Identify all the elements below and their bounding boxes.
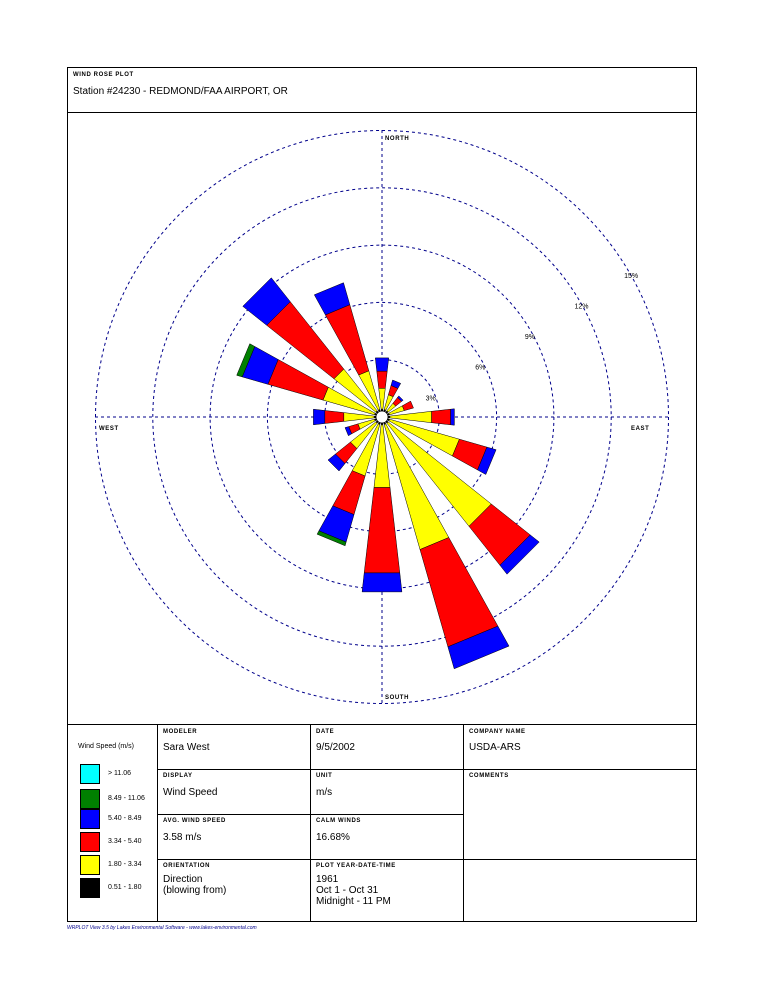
info-top-divider	[67, 724, 697, 725]
row-divider-3	[157, 859, 697, 860]
modeler-value: Sara West	[163, 742, 210, 753]
petal-segment-S-3	[362, 573, 402, 592]
plot-time-range: Midnight - 11 PM	[316, 896, 391, 907]
petal-segment-E-3	[451, 409, 455, 425]
legend-label: > 11.06	[108, 770, 132, 777]
station-title: Station #24230 - REDMOND/FAA AIRPORT, OR	[73, 86, 288, 97]
modeler-label: MODELER	[163, 729, 198, 735]
orientation-value-2: (blowing from)	[163, 885, 227, 896]
company-label: COMPANY NAME	[469, 729, 526, 735]
petal-segment-ENE-2	[402, 401, 413, 411]
ring-label: 6%	[475, 364, 486, 372]
legend-swatch	[80, 764, 100, 784]
plot-year: 1961	[316, 874, 339, 885]
col-divider-2	[463, 724, 464, 922]
col-divider-1	[310, 724, 311, 922]
unit-label: UNIT	[316, 773, 333, 779]
legend-swatch	[80, 878, 100, 898]
row-divider-2	[157, 814, 463, 815]
compass-label-north: NORTH	[385, 136, 410, 142]
legend-divider	[157, 724, 158, 922]
petal-segment-W-1	[344, 413, 374, 422]
comments-label: COMMENTS	[469, 773, 509, 779]
petal-segment-N-1	[379, 388, 386, 409]
display-value: Wind Speed	[163, 787, 218, 798]
unit-value: m/s	[316, 787, 333, 798]
calm-circle	[376, 411, 388, 423]
compass-label-east: EAST	[631, 426, 650, 432]
petal-segment-W-2	[325, 411, 344, 424]
orientation-value-1: Direction	[163, 874, 203, 885]
company-value: USDA-ARS	[469, 742, 521, 753]
row-divider-1	[157, 769, 697, 770]
legend-swatch	[80, 855, 100, 875]
petal-segment-S-2	[364, 488, 400, 573]
ring-label: 9%	[524, 334, 535, 342]
legend-swatch	[80, 832, 100, 852]
legend-label: 5.40 - 8.49	[108, 815, 142, 822]
petal-segment-N-2	[377, 371, 387, 388]
legend-swatch	[80, 809, 100, 829]
calm-winds-label: CALM WINDS	[316, 818, 361, 824]
ring-label: 3%	[425, 395, 436, 403]
compass-label-south: SOUTH	[385, 695, 409, 701]
wind-rose-chart	[67, 112, 697, 724]
legend-label: 1.80 - 3.34	[108, 861, 142, 868]
petal-segment-E-2	[432, 409, 451, 425]
legend-label: 8.49 - 11.06	[108, 795, 145, 802]
compass-label-west: WEST	[99, 426, 119, 432]
plot-type-label: WIND ROSE PLOT	[73, 72, 134, 78]
display-label: DISPLAY	[163, 773, 193, 779]
avg-speed-value: 3.58 m/s	[163, 832, 202, 843]
calm-winds-value: 16.68%	[316, 832, 350, 843]
petal-segment-N-3	[375, 358, 388, 371]
orientation-label: ORIENTATION	[163, 863, 211, 869]
plot-date-range: Oct 1 - Oct 31	[316, 885, 379, 896]
date-label: DATE	[316, 729, 335, 735]
ring-label: 12%	[574, 303, 589, 311]
legend-swatch	[80, 789, 100, 809]
legend-label: 0.51 - 1.80	[108, 884, 142, 891]
software-credit: WRPLOT View 3.5 by Lakes Environmental Software - www.lakes-environmental.com	[67, 925, 257, 931]
avg-speed-label: AVG. WIND SPEED	[163, 818, 226, 824]
date-value: 9/5/2002	[316, 742, 355, 753]
plot-time-label: PLOT YEAR-DATE-TIME	[316, 863, 396, 869]
petal-segment-W-3	[313, 409, 324, 425]
legend-label: 3.34 - 5.40	[108, 838, 142, 845]
ring-label: 15%	[624, 272, 639, 280]
legend-title: Wind Speed (m/s)	[78, 743, 135, 750]
